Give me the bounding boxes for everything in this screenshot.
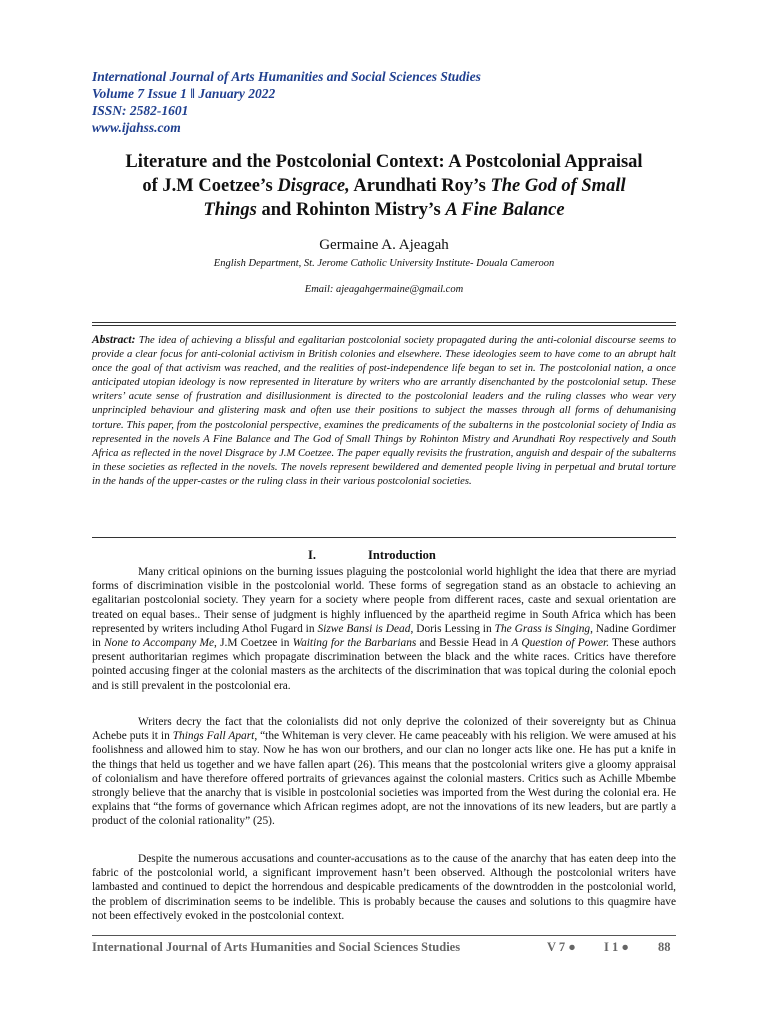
book-title: Things Fall Apart bbox=[172, 730, 255, 743]
author-email[interactable]: Email: ajeagahgermaine@gmail.com bbox=[304, 284, 464, 295]
paragraph-text: and Bessie Head in bbox=[416, 637, 512, 650]
title-italic-text: Things bbox=[203, 200, 257, 220]
author-name: Germaine A. Ajeagah bbox=[319, 237, 449, 253]
title-text: Arundhati Roy’s bbox=[349, 176, 491, 196]
abstract-bottom-rule bbox=[92, 537, 676, 538]
book-title: The Grass is Singing bbox=[494, 622, 591, 635]
body-paragraph-3 bbox=[92, 852, 676, 923]
title-text: and Rohinton Mistry’s bbox=[256, 200, 446, 220]
title-line-3 bbox=[70, 198, 698, 222]
paper-title bbox=[70, 150, 698, 222]
body-paragraph-1 bbox=[92, 565, 676, 693]
journal-issn: ISSN: 2582-1601 bbox=[92, 103, 189, 118]
paragraph-text: , J.M Coetzee in bbox=[214, 637, 293, 650]
abstract-text: The idea of achieving a blissful and egalitarian postcolonial society propagated during the anti-colonial discourse seems to provide a clear focus for anti-colonial activism in British colonies and elsewhere. These ideologies seem to have come to an abrupt halt once the goal of that activism was reached, and the realities of post-independence life began to set in. The postcolonial nation, a once anticipated utopian ideology is now represented in literature by writers who are arrantly disenchanted by the postcolonial setup. These writers’ acute sense of frustration and disillusionment is directed to the postcolonial leaders and the ruling classes who wear very unprincipled behaviour and glistering mask and often use their positions to subject the masses through all forms of dehumanising torture. This paper, from the postcolonial perspective, examines the predicaments of the subalterns in the postcolonial society of India as represented in the novels A Fine Balance and The God of Small Things by Rohinton Mistry and Arundhati Roy respectively and South Africa as reflected in the novel Disgrace by J.M Coetzee. The paper equally revisits the frustration, anguish and despair of the subalterns in these societies as reflected in the novels. The novels represent bewildered and demented people living in perpetual and brutal torture in the hands of the upper-castes or the ruling class in their various postcolonial societies. bbox=[92, 335, 676, 487]
abstract-top-rule-2 bbox=[92, 325, 676, 326]
title-italic-text: The God of Small bbox=[490, 176, 626, 196]
title-text: of J.M Coetzee’s bbox=[142, 176, 278, 196]
title-italic-text: Disgrace, bbox=[277, 176, 350, 196]
paragraph-text: , Nadine Gordimer in bbox=[92, 622, 676, 650]
abstract bbox=[92, 333, 676, 489]
author-affiliation: English Department, St. Jerome Catholic University Institute- Douala Cameroon bbox=[213, 258, 555, 269]
paragraph-text: Despite the numerous accusations and counter-accusations as to the cause of the anarchy that has eaten deep into the fabric of the postcolonial world, a significant improvement hasn’t been observed. Although the postcolonial writers have lambasted and continued to depict the horrendous and despicable predicaments of the downtrodden in the postcolonial world, the problem of discrimination seems to be indelible. This is probably because the causes and solutions to this quagmire have not been effectively evoked in the postcolonial context. bbox=[92, 853, 676, 922]
title-line-2 bbox=[70, 174, 698, 198]
journal-website[interactable]: www.ijahss.com bbox=[92, 120, 181, 135]
paragraph-text: Writers decry the fact that the colonialists did not only deprive the colonized of their sovereignty but as Chinua Achebe puts it in bbox=[92, 716, 676, 743]
title-line-1: Literature and the Postcolonial Context: A Postcolonial Appraisal bbox=[125, 152, 643, 172]
title-italic-text: A Fine Balance bbox=[445, 200, 565, 220]
paragraph-text: Many critical opinions on the burning issues plaguing the postcolonial world highlight the idea that there are myriad forms of discrimination visible in the postcolonial world. These forms of segregation stand as an obstacle to achieving an egalitarian postcolonial society. They yearn for a society where people from different races, caste and sexual orientation are treated on equal bases.. Their sense of judgment is highly influenced by the apartheid regime in South Africa which has been represented by writers including Athol Fugard in bbox=[92, 566, 676, 635]
book-title: A Question of Power. bbox=[511, 637, 610, 650]
book-title: None to Accompany Me bbox=[104, 637, 215, 650]
journal-name: International Journal of Arts Humanities and Social Sciences Studies bbox=[92, 69, 481, 84]
page-footer bbox=[92, 940, 676, 958]
abstract-label: Abstract: bbox=[92, 334, 136, 346]
journal-header bbox=[92, 68, 692, 136]
footer-rule bbox=[92, 935, 676, 936]
section-number: I. bbox=[308, 548, 316, 562]
paragraph-text: These authors present authoritarian regimes which propagate discrimination between the black and the white races. Critics have therefore pointed accusing finger at the colonial masters as the architects of the discrimination that was topical during the colonial epoch and is still prevalent in the postcolonial era. bbox=[92, 637, 676, 692]
footer-volume: V 7 ● bbox=[547, 940, 576, 954]
section-name: Introduction bbox=[368, 548, 436, 562]
paragraph-text: , Doris Lessing in bbox=[410, 622, 495, 635]
abstract-top-rule bbox=[92, 322, 676, 323]
footer-page-number: 88 bbox=[658, 940, 671, 954]
book-title: Waiting for the Barbarians bbox=[292, 637, 417, 650]
body-paragraph-2 bbox=[92, 715, 676, 829]
book-title: Sizwe Bansi is Dead bbox=[317, 622, 411, 635]
footer-issue: I 1 ● bbox=[604, 940, 629, 954]
paragraph-text: , “the Whiteman is very clever. He came peaceably with his religion. We were amused at his foolishness and allowed him to stay. Now he has won our brothers, and our clan no longer acts like one. He has put a knife in the things that held us together and we have fallen apart (26). This means that the postcolonial writers give a gloomy appraisal of colonialism and have therefore offered portraits of grievances against the colonial masters. Critics such as Achille Mbembe strongly believe that the anarchy that is visible in postcolonial societies was imported from the West during the colonial era. He explains that “the forms of governance which African regimes adopt, are not the innovations of its new leaders, but are partly a product of the colonial rationality” (25). bbox=[92, 730, 677, 828]
footer-journal-name: International Journal of Arts Humanities and Social Sciences Studies bbox=[92, 940, 461, 954]
journal-volume-issue: Volume 7 Issue 1 ǁ January 2022 bbox=[92, 86, 276, 101]
